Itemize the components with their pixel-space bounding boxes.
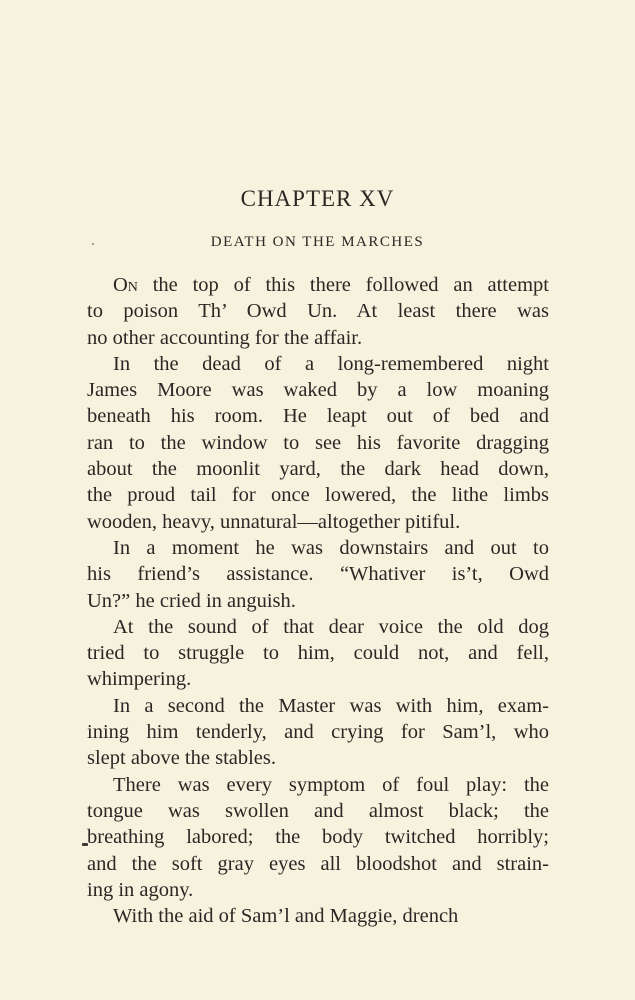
- text-line: ran to the window to see his favorite dragging: [87, 431, 549, 454]
- text-line: On the top of this there followed an attempt: [113, 274, 549, 296]
- text-line: In a moment he was downstairs and out to: [113, 536, 549, 559]
- text-line: beneath his room. He leapt out of bed and: [87, 405, 549, 428]
- text-line: breathing labored; the body twitched horribly;: [87, 826, 549, 849]
- text-line: ing in agony.: [87, 878, 194, 901]
- text-line: tongue was swollen and almost black; the: [87, 799, 549, 822]
- paragraph: [87, 903, 549, 929]
- text-line: about the moonlit yard, the dark head down,: [87, 458, 549, 481]
- text-line: slept above the stables.: [87, 747, 277, 770]
- text-line: At the sound of that dear voice the old dog: [113, 615, 549, 638]
- chapter-title: CHAPTER XV: [240, 186, 395, 211]
- paragraph: [87, 535, 549, 614]
- text-line: and the soft gray eyes all bloodshot and strain-: [87, 852, 549, 875]
- text-line: no other accounting for the affair.: [87, 326, 363, 349]
- paragraph: [87, 772, 549, 903]
- text-line: With the aid of Sam’l and Maggie, drench: [113, 905, 459, 928]
- text-line: whimpering.: [87, 668, 192, 691]
- paragraph: [87, 693, 549, 772]
- text-line: ining him tenderly, and crying for Sam’l, who: [87, 721, 549, 744]
- text-line: Un?” he cried in anguish.: [87, 589, 296, 612]
- text-line: the proud tail for once lowered, the lithe limbs: [87, 484, 549, 507]
- paragraph: [87, 614, 549, 693]
- text-line: his friend’s assistance. “Whativer is’t, Owd: [87, 563, 549, 586]
- chapter-subtitle: DEATH ON THE MARCHES: [210, 234, 425, 250]
- text-line: to poison Th’ Owd Un. At least there was: [87, 300, 549, 323]
- text-line: tried to struggle to him, could not, and fell,: [87, 642, 549, 665]
- paragraph: [87, 351, 549, 535]
- paragraph: [87, 272, 549, 351]
- text-line: There was every symptom of foul play: the: [113, 773, 549, 796]
- text-line: wooden, heavy, unnatural—altogether pitiful.: [87, 510, 461, 533]
- body-text: [87, 272, 549, 929]
- text-line: James Moore was waked by a low moaning: [87, 379, 549, 402]
- text-line: In a second the Master was with him, exam-: [113, 694, 549, 717]
- text-line: In the dead of a long-remembered night: [113, 352, 549, 375]
